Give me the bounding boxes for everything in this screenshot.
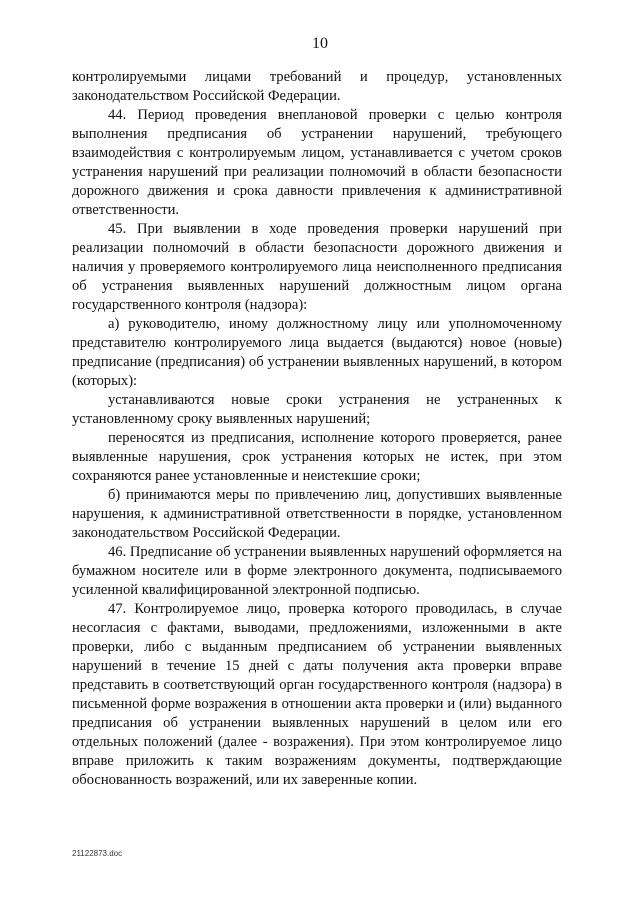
paragraph-45-a: а) руководителю, иному должностному лицу или уполномоченному представителю контролируемого лица выдается (выдаются) новое (новые) предписание (предписания) об устранении выявленных нарушений, в котором (которых): [72,316,562,389]
document-body [72,68,562,790]
paragraph-46: 46. Предписание об устранении выявленных нарушений оформляется на бумажном носителе или в форме электронного документа, подписываемого усиленной квалифицированной электронной подписью. [72,544,563,598]
paragraph-continuation: контролируемыми лицами требований и процедур, установленных законодательством Российской Федерации. [72,69,562,104]
page-number: 10 [312,35,328,52]
footer-file-name: 21122873.doc [72,849,123,858]
paragraph-45-b: б) принимаются меры по привлечению лиц, допустивших выявленные нарушения, к административной ответственности в порядке, установленном законодательством Российской Федерации. [72,487,562,541]
paragraph-44: 44. Период проведения внеплановой проверки с целью контроля выполнения предписания об устранении нарушений, требующего взаимодействия с контролируемым лицом, устанавливается с учетом сроков устранения нарушений при реализации полномочий в области безопасности дорожного движения и срока давности привлечения к административной ответственности. [72,107,562,218]
paragraph-45-a-item-2: переносятся из предписания, исполнение которого проверяется, ранее выявленные нарушения, срок устранения которых не истек, при этом сохраняются ранее установленные и неистекшие сроки; [72,430,562,484]
paragraph-45-a-item-1: устанавливаются новые сроки устранения не устраненных к установленному сроку выявленных нарушений; [72,392,562,427]
paragraph-47: 47. Контролируемое лицо, проверка которого проводилась, в случае несогласия с фактами, выводами, предложениями, изложенными в акте проверки, либо с выданным предписанием об устранении выявленных нарушений в течение 15 дней с даты получения акта проверки вправе представить в соответствующий орган государственного контроля (надзора) в письменной форме возражения в отношении акта проверки и (или) выданного предписания об устранении выявленных нарушений в целом или его отдельных положений (далее - возражения). При этом контролируемое лицо вправе приложить к таким возражениям документы, подтверждающие обоснованность возражений, или их заверенные копии. [72,601,562,788]
paragraph-45: 45. При выявлении в ходе проведения проверки нарушений при реализации полномочий в области безопасности дорожного движения и наличия у проверяемого контролируемого лица неисполненного предписания об устранения выявленных нарушений должностным лицом органа государственного контроля (надзора): [72,221,562,313]
